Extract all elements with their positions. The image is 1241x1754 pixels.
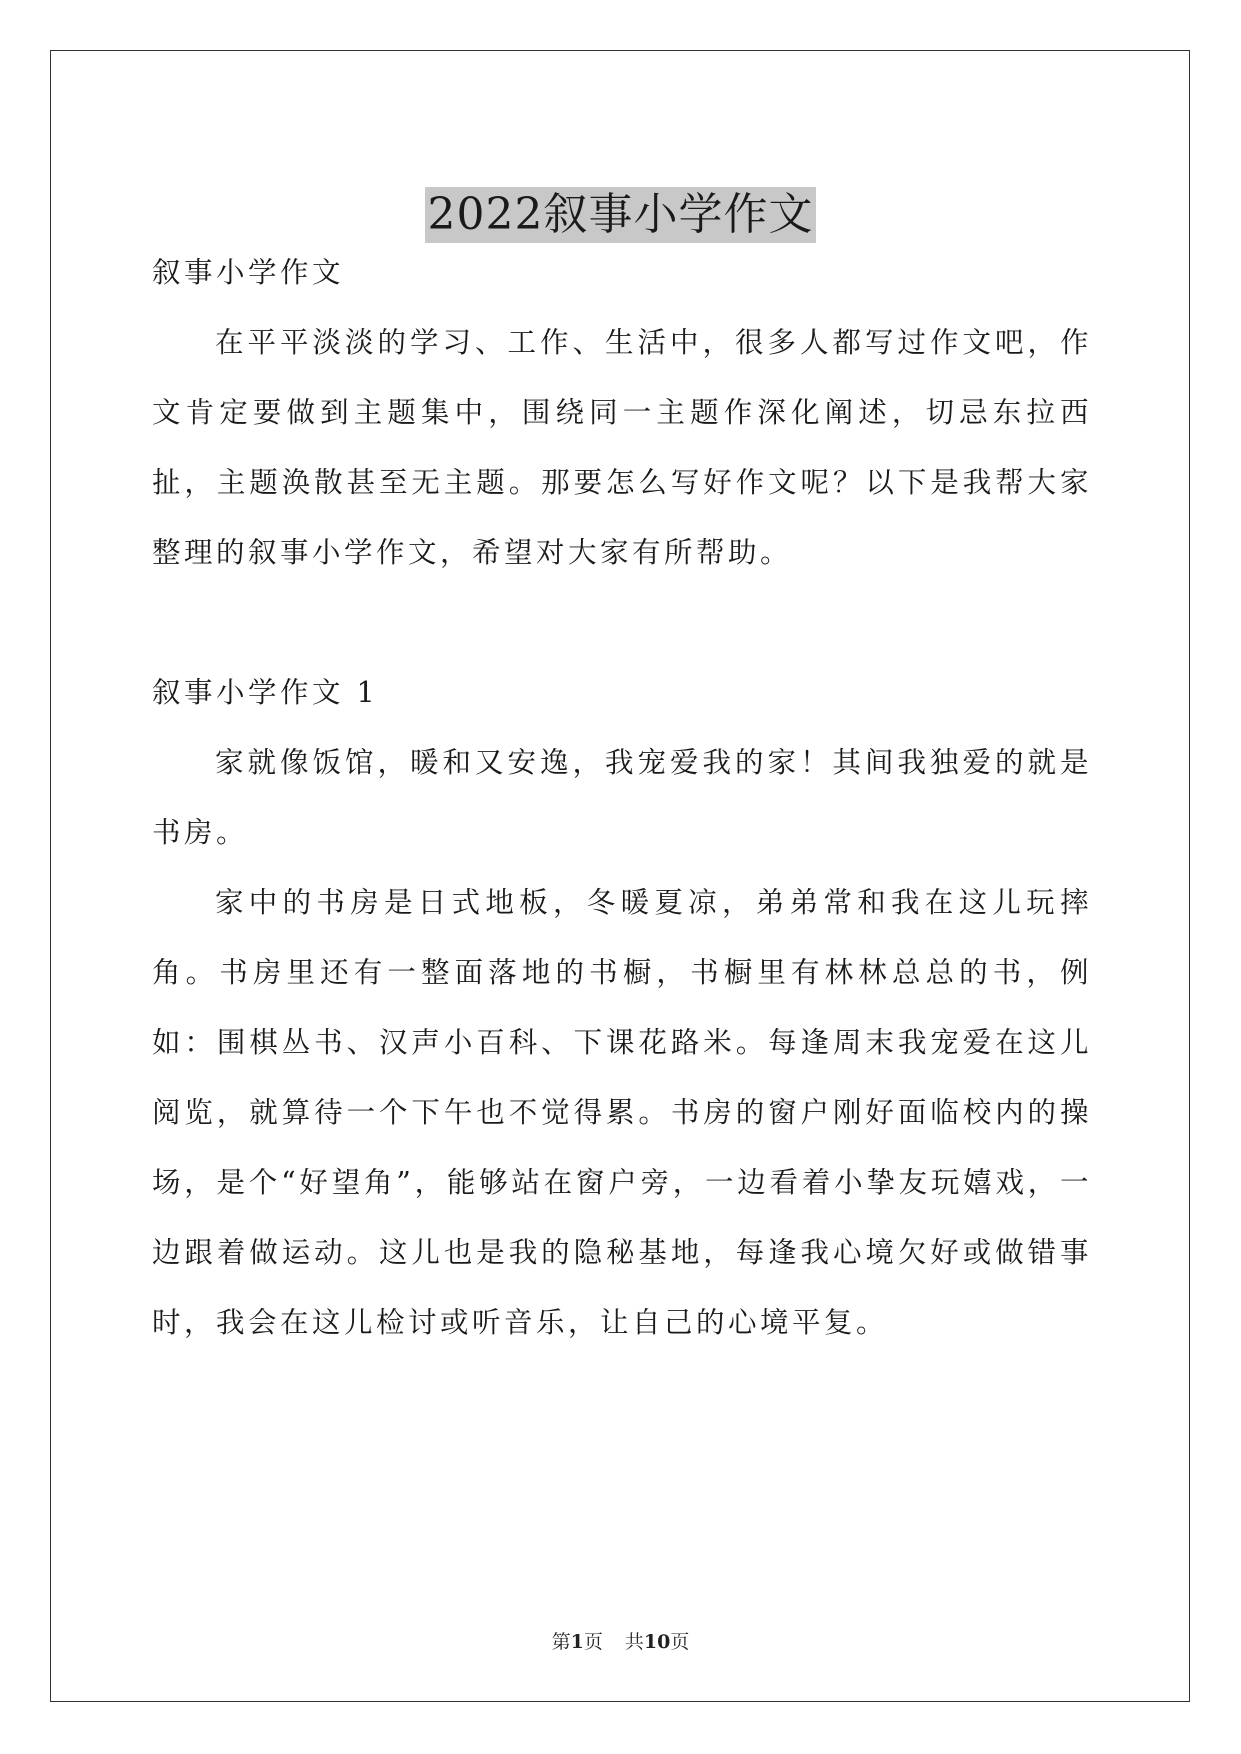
page-suffix: 页	[583, 1631, 603, 1653]
section1-heading: 叙事小学作文 1	[152, 676, 379, 709]
page-prefix: 第	[551, 1631, 571, 1653]
total-suffix: 页	[670, 1631, 690, 1653]
page-footer	[0, 1630, 1241, 1654]
section1-paragraph-2: 家中的书房是日式地板，冬暖夏凉，弟弟常和我在这儿玩摔角。书房里还有一整面落地的书橱，书橱里有林林总总的书，例如：围棋丛书、汉声小百科、下课花路米。每逢周末我宠爱在这儿阅览，就算待一个下午也不觉得累。书房的窗户刚好面临校内的操场，是个“好望角”，能够站在窗户旁，一边看着小挚友玩嬉戏，一边跟着做运动。这儿也是我的隐秘基地，每逢我心境欠好或做错事时，我会在这儿检讨或听音乐，让自己的心境平复。	[152, 886, 1092, 1339]
document-title: 2022叙事小学作文	[425, 187, 817, 243]
intro-paragraph: 在平平淡淡的学习、工作、生活中，很多人都写过作文吧，作文肯定要做到主题集中，围绕同一主题作深化阐述，切忌东拉西扯，主题涣散甚至无主题。那要怎么写好作文呢？以下是我帮大家整理的叙事小学作文，希望对大家有所帮助。	[152, 326, 1092, 569]
document-body	[152, 238, 1092, 1358]
section1-paragraph-1: 家就像饭馆，暖和又安逸，我宠爱我的家！其间我独爱的就是书房。	[152, 746, 1092, 849]
section-spacer	[152, 588, 1092, 658]
page-total: 10	[643, 1631, 671, 1653]
page-current: 1	[570, 1631, 584, 1653]
document-heading: 叙事小学作文	[152, 256, 345, 289]
total-prefix: 共	[624, 1631, 644, 1653]
